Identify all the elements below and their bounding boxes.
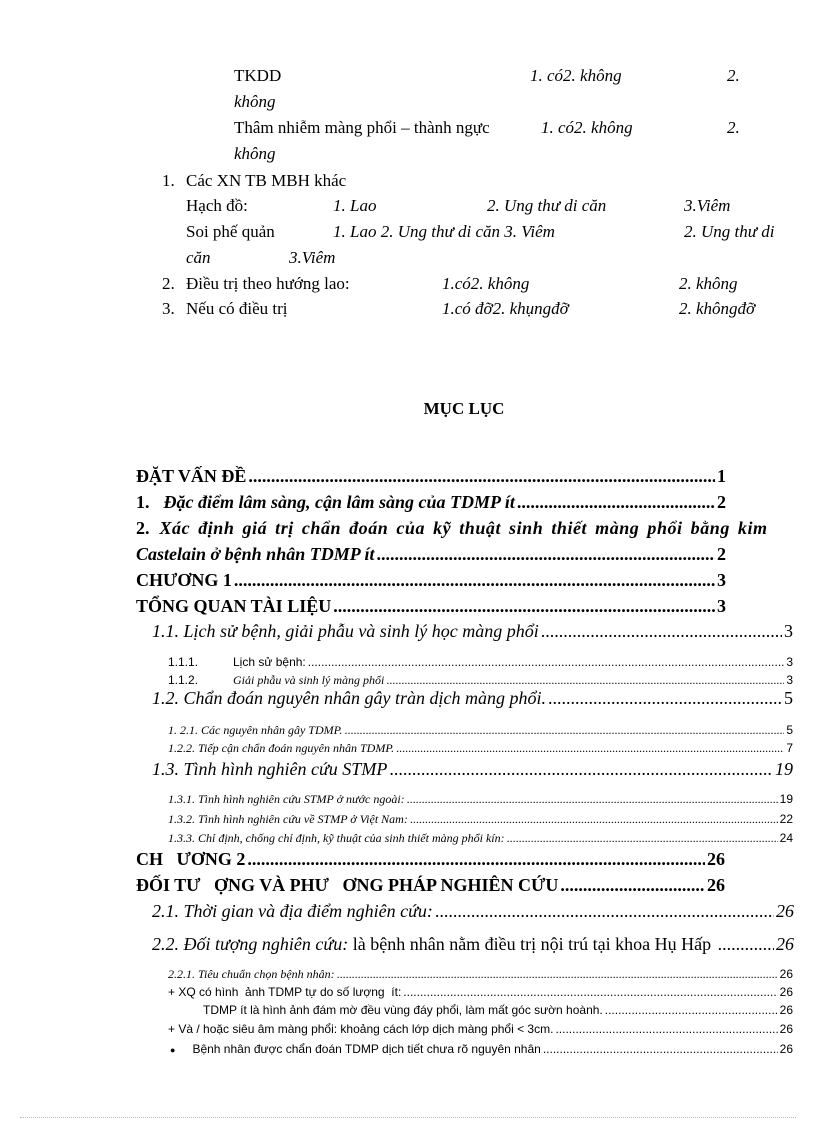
tkdd-wrap: không bbox=[234, 92, 276, 111]
toc-section-1-1-text: 1.1. Lịch sử bệnh, giải phẫu và sinh lý học màng phổi bbox=[152, 621, 539, 641]
toc-dat-van-de-text: ĐẶT VẤN ĐỀ bbox=[136, 466, 247, 486]
tkdd-label: TKDD bbox=[234, 66, 282, 85]
item-3-label: Nếu có điều trị bbox=[186, 299, 288, 318]
toc-muc-1-text: Đặc điểm lâm sàng, cận lâm sàng của TDMP ít bbox=[163, 492, 515, 512]
toc-section-2-2[interactable] bbox=[152, 934, 794, 955]
toc-sieu-am-text: + Và / hoặc siêu âm màng phổi: khoảng cách lớp dịch màng phổi < 3cm. bbox=[168, 1022, 554, 1036]
toc-section-1-1-1[interactable] bbox=[168, 655, 793, 669]
toc-tdmp-it[interactable] bbox=[203, 1003, 793, 1017]
toc-section-1-3-2[interactable] bbox=[168, 812, 793, 827]
toc-section-1-1[interactable] bbox=[152, 621, 793, 642]
toc-dat-van-de[interactable] bbox=[136, 466, 726, 487]
item-2-label: Điều trị theo hướng lao: bbox=[186, 274, 350, 293]
toc-section-2-2-1[interactable] bbox=[168, 967, 793, 982]
hach-do-option-2: 2. Ung thư di căn bbox=[487, 196, 607, 215]
toc-section-1-1-2[interactable] bbox=[168, 673, 793, 688]
toc-section-2-1-page: 26 bbox=[776, 901, 794, 921]
toc-chuong-1-page: 3 bbox=[717, 570, 726, 590]
toc-chuong-2-text: CH ƯƠNG 2 bbox=[136, 849, 246, 869]
toc-muc-1-page: 2 bbox=[717, 492, 726, 512]
toc-section-1-3-3-text: 1.3.3. Chỉ định, chống chỉ định, kỹ thuật của sinh thiết màng phổi kín: bbox=[168, 831, 505, 845]
toc-tong-quan[interactable] bbox=[136, 596, 726, 617]
tkdd-option-1: 1. có2. không bbox=[530, 66, 622, 85]
hach-do-option-3: 3.Viêm bbox=[684, 196, 731, 215]
tham-nhiem-label: Thâm nhiễm màng phổi – thành ngực bbox=[234, 118, 490, 137]
toc-chuong-1-text: CHƯƠNG 1 bbox=[136, 570, 232, 590]
toc-section-1-3-page: 19 bbox=[775, 759, 793, 779]
toc-section-1-1-1-number: 1.1.1. bbox=[168, 655, 199, 669]
toc-section-1-1-1-page: 3 bbox=[786, 655, 793, 669]
toc-section-1-3-1[interactable] bbox=[168, 792, 793, 807]
toc-section-1-1-2-text: Giải phẫu và sinh lý màng phổi bbox=[233, 673, 385, 687]
toc-xq-text: + XQ có hình ảnh TDMP tự do số lượng ít: bbox=[168, 985, 402, 999]
toc-section-2-2-page: 26 bbox=[776, 934, 794, 954]
toc-muc-2-page: 2 bbox=[717, 544, 726, 564]
hach-do-label: Hạch đồ: bbox=[186, 196, 248, 215]
tkdd-option-2: 2. bbox=[727, 66, 740, 85]
toc-chuong-2[interactable] bbox=[136, 849, 725, 870]
toc-section-1-3[interactable] bbox=[152, 759, 793, 780]
toc-muc-2-line-1[interactable] bbox=[136, 518, 794, 539]
toc-section-1-3-1-text: 1.3.1. Tình hình nghiên cứu STMP ở nước ngoài: bbox=[168, 792, 405, 806]
toc-section-1-1-2-number: 1.1.2. bbox=[168, 673, 199, 687]
toc-section-1-3-text: 1.3. Tình hình nghiên cứu STMP bbox=[152, 759, 388, 779]
toc-section-2-2-1-text: 2.2.1. Tiêu chuẩn chọn bệnh nhân: bbox=[168, 967, 335, 981]
toc-doi-tuong-text: ĐỐI TƯ ỢNG VÀ PHƯ ƠNG PHÁP NGHIÊN CỨU bbox=[136, 875, 559, 895]
toc-section-1-2-1-text: 1. 2.1. Các nguyên nhân gây TDMP. bbox=[168, 723, 343, 737]
toc-tong-quan-text: TỔNG QUAN TÀI LIỆU bbox=[136, 596, 332, 616]
toc-section-2-1[interactable] bbox=[152, 901, 794, 922]
toc-section-1-3-1-page: 19 bbox=[779, 792, 793, 806]
item-2-number: 2. bbox=[162, 274, 175, 293]
toc-muc-2-text-1: Xác định giá trị chẩn đoán của kỹ thuật sinh thiết màng phổi bằng kim bbox=[159, 518, 768, 538]
soi-phe-quan-option-1: 1. Lao 2. Ung thư di căn 3. Viêm bbox=[333, 222, 555, 241]
toc-muc-2-number: 2. bbox=[136, 518, 150, 538]
toc-doi-tuong-page: 26 bbox=[707, 875, 725, 895]
item-2-option-1: 1.có2. không bbox=[442, 274, 530, 293]
toc-section-1-1-1-text: Lịch sử bệnh: bbox=[233, 655, 306, 669]
toc-section-1-1-2-page: 3 bbox=[786, 673, 793, 687]
item-3-number: 3. bbox=[162, 299, 175, 318]
toc-section-1-2-2[interactable] bbox=[168, 741, 793, 756]
toc-section-2-2-text-italic: 2.2. Đối tượng nghiên cứu: bbox=[152, 934, 349, 954]
toc-sieu-am-page: 26 bbox=[779, 1022, 793, 1036]
toc-chuong-1[interactable] bbox=[136, 570, 726, 591]
toc-doi-tuong[interactable] bbox=[136, 875, 725, 896]
soi-phe-quan-option-2: 2. Ung thư di bbox=[684, 222, 775, 241]
toc-tdmp-it-text: TDMP ít là hình ảnh đám mờ đều vùng đáy phổi, làm mất góc sườn hoành. bbox=[203, 1003, 603, 1017]
toc-section-1-2-2-text: 1.2.2. Tiếp cận chẩn đoán nguyên nhân TDMP. bbox=[168, 741, 395, 755]
toc-xq-page: 26 bbox=[779, 985, 793, 999]
toc-benh-nhan-text: Bệnh nhân được chẩn đoán TDMP dịch tiết chưa rõ nguyên nhân bbox=[192, 1042, 541, 1056]
toc-section-2-1-text: 2.1. Thời gian và địa điểm nghiên cứu: bbox=[152, 901, 433, 921]
tham-nhiem-option-2: 2. bbox=[727, 118, 740, 137]
toc-title: MỤC LỤC bbox=[423, 399, 505, 418]
toc-section-1-2-page: 5 bbox=[784, 688, 793, 708]
item-2-option-2: 2. không bbox=[679, 274, 738, 293]
toc-section-1-1-page: 3 bbox=[784, 621, 793, 641]
toc-dat-van-de-page: 1 bbox=[717, 466, 726, 486]
tham-nhiem-wrap: không bbox=[234, 144, 276, 163]
item-1-label: Các XN TB MBH khác bbox=[186, 171, 347, 190]
toc-benh-nhan-page: 26 bbox=[779, 1042, 793, 1056]
toc-tdmp-it-page: 26 bbox=[779, 1003, 793, 1017]
item-3-option-2: 2. khôngđỡ bbox=[679, 299, 756, 318]
toc-muc-1[interactable] bbox=[136, 492, 726, 513]
toc-muc-2-text-2: Castelain ở bệnh nhân TDMP ít bbox=[136, 544, 375, 564]
toc-section-1-2-1-page: 5 bbox=[786, 723, 793, 737]
bullet-icon: ● bbox=[170, 1045, 176, 1055]
hach-do-option-1: 1. Lao bbox=[333, 196, 377, 215]
toc-xq[interactable] bbox=[168, 985, 793, 999]
toc-muc-2-line-2[interactable] bbox=[136, 544, 726, 565]
toc-section-1-3-2-page: 22 bbox=[779, 812, 793, 826]
tham-nhiem-option-1: 1. có2. không bbox=[541, 118, 633, 137]
toc-tong-quan-page: 3 bbox=[717, 596, 726, 616]
toc-section-1-2-2-page: 7 bbox=[786, 741, 793, 755]
toc-benh-nhan[interactable] bbox=[170, 1042, 793, 1056]
toc-section-1-3-2-text: 1.3.2. Tình hình nghiên cứu về STMP ở Việt Nam: bbox=[168, 812, 408, 826]
item-3-option-1: 1.có đỡ2. khụngđỡ bbox=[442, 299, 569, 318]
toc-section-2-2-text-rest: là bệnh nhân nằm điều trị nội trú tại khoa Hụ Hấp bbox=[348, 934, 716, 954]
toc-muc-1-number: 1. bbox=[136, 492, 150, 512]
soi-phe-quan-wrap-2: 3.Viêm bbox=[289, 248, 336, 267]
item-1-number: 1. bbox=[162, 171, 175, 190]
page-bottom-divider bbox=[20, 1117, 796, 1120]
soi-phe-quan-label: Soi phế quản bbox=[186, 222, 275, 241]
soi-phe-quan-wrap-1: căn bbox=[186, 248, 211, 267]
toc-section-1-2-1[interactable] bbox=[168, 723, 793, 738]
toc-chuong-2-page: 26 bbox=[707, 849, 725, 869]
toc-section-1-2[interactable] bbox=[152, 688, 793, 709]
toc-section-1-3-3[interactable] bbox=[168, 831, 793, 846]
toc-section-1-3-3-page: 24 bbox=[779, 831, 793, 845]
toc-sieu-am[interactable] bbox=[168, 1022, 793, 1036]
toc-section-2-2-1-page: 26 bbox=[779, 967, 793, 981]
toc-section-1-2-text: 1.2. Chẩn đoán nguyên nhân gây tràn dịch màng phổi. bbox=[152, 688, 546, 708]
